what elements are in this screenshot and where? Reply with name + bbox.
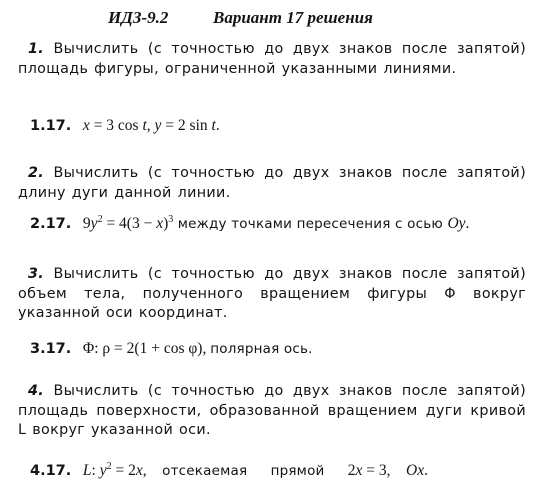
eq-var-x: x <box>156 215 164 232</box>
task-2-statement <box>18 164 526 203</box>
eq-exponent: 3 <box>168 214 174 225</box>
task-4-equation <box>30 462 428 480</box>
task-3-number: 3. <box>28 266 45 282</box>
eq-text: отсекаемая <box>162 463 248 479</box>
eq-text: : <box>91 462 100 479</box>
eq-text: = 4(3 − <box>102 215 157 232</box>
eq-exponent: 2 <box>106 461 112 472</box>
task-3-statement <box>18 265 526 324</box>
eq-text: , <box>142 462 147 479</box>
task-3-eq-label: 3.17. <box>30 341 72 357</box>
eq-var-x: x <box>82 117 90 134</box>
eq-text: . <box>424 462 428 479</box>
task-1-text: Вычислить (с точностью до двух знаков после запятой) площадь фигуры, ограниченной указанными линиями. <box>18 41 526 77</box>
eq-text: полярная ось. <box>210 341 313 357</box>
task-2-number: 2. <box>28 165 45 181</box>
task-2-eq-label: 2.17. <box>30 216 72 232</box>
eq-text: = 2 sin <box>161 117 212 134</box>
eq-var-oy: Oy <box>447 215 466 232</box>
eq-var-ox: Ox <box>406 462 425 479</box>
eq-var-y: y <box>99 462 107 479</box>
eq-var-y: y <box>154 117 162 134</box>
task-3-equation <box>30 340 313 358</box>
eq-text: между точками пересечения с осью <box>173 216 448 232</box>
eq-text: 2 <box>347 462 356 479</box>
eq-text: . <box>215 117 220 134</box>
task-1-statement <box>18 40 526 79</box>
task-1-eq-label: 1.17. <box>30 118 72 134</box>
eq-var-x: x <box>355 462 363 479</box>
eq-text: , <box>146 117 155 134</box>
eq-var-t: t <box>211 117 216 134</box>
eq-var-l: L <box>82 462 92 479</box>
eq-text: Φ: ρ = 2(1 + cos φ), <box>82 340 211 357</box>
eq-var-x: x <box>135 462 143 479</box>
task-4-eq-label: 4.17. <box>30 463 72 479</box>
eq-var-t: t <box>142 117 147 134</box>
task-3-text: Вычислить (с точностью до двух знаков после запятой) объем тела, полученного вращением фигуры Φ вокруг указанной оси координат. <box>18 266 526 321</box>
task-1-equation <box>30 117 220 135</box>
task-2-equation <box>30 215 469 233</box>
task-4-number: 4. <box>28 383 45 399</box>
task-2-text: Вычислить (с точностью до двух знаков после запятой) длину дуги данной линии. <box>18 165 526 201</box>
eq-var-y: y <box>90 215 98 232</box>
eq-text: = 3, <box>362 462 391 479</box>
eq-text: = 3 cos <box>89 117 143 134</box>
assignment-code: ИДЗ-9.2 <box>108 8 169 27</box>
eq-text: 9 <box>82 215 91 232</box>
eq-exponent: 2 <box>97 214 103 225</box>
eq-text: . <box>465 215 470 232</box>
eq-text: ) <box>163 215 169 232</box>
task-1-number: 1. <box>28 41 45 57</box>
variant-title: Вариант 17 решения <box>213 8 373 27</box>
task-4-text: Вычислить (с точностью до двух знаков после запятой) площадь поверхности, образованной вращением дуги кривой L вокруг указанной оси. <box>18 383 526 438</box>
task-4-statement <box>18 382 526 441</box>
eq-text: прямой <box>270 463 325 479</box>
eq-text: = 2 <box>111 462 136 479</box>
